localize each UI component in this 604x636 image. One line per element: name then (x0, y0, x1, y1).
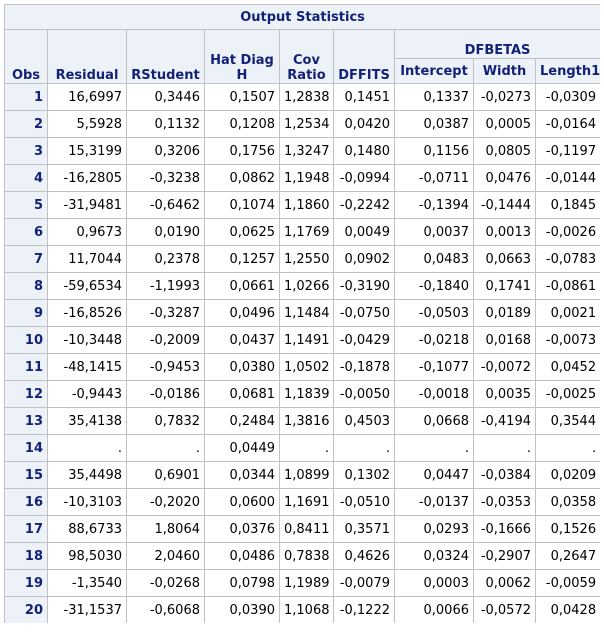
dffits-cell: -0,3190 (334, 273, 395, 300)
intercept-cell: -0,1394 (395, 192, 474, 219)
obs-cell: 4 (5, 165, 48, 192)
width-cell: -0,0384 (474, 462, 536, 489)
hat-diag-cell: 0,0437 (205, 327, 280, 354)
hat-diag-cell: 0,1756 (205, 138, 280, 165)
intercept-cell: -0,0018 (395, 381, 474, 408)
obs-cell: 11 (5, 354, 48, 381)
col-header-cov-ratio-line2: Ratio (287, 68, 326, 83)
rstudent-cell: -0,0186 (127, 381, 205, 408)
dffits-cell: 0,0420 (334, 111, 395, 138)
rstudent-cell: -0,3287 (127, 300, 205, 327)
rstudent-cell: 0,6901 (127, 462, 205, 489)
cov-ratio-cell: 1,2534 (280, 111, 334, 138)
width-cell: 0,0663 (474, 246, 536, 273)
intercept-cell: 0,1156 (395, 138, 474, 165)
table-body (5, 84, 601, 624)
hat-diag-cell: 0,1257 (205, 246, 280, 273)
width-cell: . (474, 435, 536, 462)
residual-cell: 88,6733 (48, 516, 127, 543)
rstudent-cell: . (127, 435, 205, 462)
hat-diag-cell: 0,1208 (205, 111, 280, 138)
width-cell: -0,0353 (474, 489, 536, 516)
dffits-cell: -0,1222 (334, 597, 395, 624)
obs-cell: 2 (5, 111, 48, 138)
cov-ratio-cell: . (280, 435, 334, 462)
residual-cell: . (48, 435, 127, 462)
table-row (5, 354, 601, 381)
hat-diag-cell: 0,0496 (205, 300, 280, 327)
cov-ratio-cell: 1,1860 (280, 192, 334, 219)
intercept-cell: -0,0137 (395, 489, 474, 516)
width-cell: -0,0273 (474, 84, 536, 111)
width-cell: -0,1666 (474, 516, 536, 543)
length1-cell: 0,0452 (536, 354, 601, 381)
obs-cell: 16 (5, 489, 48, 516)
col-header-hat-diag-line2: H (236, 68, 248, 83)
rstudent-cell: 0,7832 (127, 408, 205, 435)
rstudent-cell: -0,9453 (127, 354, 205, 381)
table-row (5, 165, 601, 192)
rstudent-cell: 1,8064 (127, 516, 205, 543)
rstudent-cell: -1,1993 (127, 273, 205, 300)
length1-cell: -0,0861 (536, 273, 601, 300)
col-header-length1: Length1 (536, 59, 601, 84)
length1-cell: -0,0144 (536, 165, 601, 192)
intercept-cell: 0,0483 (395, 246, 474, 273)
intercept-cell: 0,0003 (395, 570, 474, 597)
obs-cell: 7 (5, 246, 48, 273)
length1-cell: -0,0059 (536, 570, 601, 597)
dffits-cell: 0,3571 (334, 516, 395, 543)
residual-cell: 35,4498 (48, 462, 127, 489)
width-cell: 0,0035 (474, 381, 536, 408)
table-row (5, 327, 601, 354)
cov-ratio-cell: 1,1068 (280, 597, 334, 624)
intercept-cell: 0,0387 (395, 111, 474, 138)
residual-cell: 98,5030 (48, 543, 127, 570)
width-cell: 0,0476 (474, 165, 536, 192)
width-cell: 0,0168 (474, 327, 536, 354)
length1-cell: -0,0164 (536, 111, 601, 138)
residual-cell: -16,8526 (48, 300, 127, 327)
output-statistics-table (4, 4, 600, 623)
cov-ratio-cell: 1,1769 (280, 219, 334, 246)
col-header-intercept: Intercept (395, 59, 474, 84)
table-row (5, 300, 601, 327)
intercept-cell: 0,0668 (395, 408, 474, 435)
width-cell: 0,0062 (474, 570, 536, 597)
length1-cell: 0,1845 (536, 192, 601, 219)
intercept-cell: 0,0447 (395, 462, 474, 489)
cov-ratio-cell: 1,1691 (280, 489, 334, 516)
rstudent-cell: 0,2378 (127, 246, 205, 273)
intercept-cell: -0,0711 (395, 165, 474, 192)
residual-cell: -0,9443 (48, 381, 127, 408)
rstudent-cell: 0,3446 (127, 84, 205, 111)
dffits-cell: 0,1451 (334, 84, 395, 111)
hat-diag-cell: 0,0486 (205, 543, 280, 570)
col-header-dfbetas: DFBETAS (395, 30, 601, 59)
rstudent-cell: 2,0460 (127, 543, 205, 570)
length1-cell: -0,0309 (536, 84, 601, 111)
length1-cell: . (536, 435, 601, 462)
width-cell: 0,0805 (474, 138, 536, 165)
obs-cell: 13 (5, 408, 48, 435)
cov-ratio-cell: 1,1839 (280, 381, 334, 408)
residual-cell: -16,2805 (48, 165, 127, 192)
dffits-cell: 0,4626 (334, 543, 395, 570)
table-row (5, 246, 601, 273)
length1-cell: 0,2647 (536, 543, 601, 570)
dffits-cell: -0,0994 (334, 165, 395, 192)
hat-diag-cell: 0,0380 (205, 354, 280, 381)
cov-ratio-cell: 0,7838 (280, 543, 334, 570)
width-cell: 0,0005 (474, 111, 536, 138)
obs-cell: 9 (5, 300, 48, 327)
table-row (5, 192, 601, 219)
intercept-cell: 0,1337 (395, 84, 474, 111)
rstudent-cell: 0,0190 (127, 219, 205, 246)
table-row (5, 219, 601, 246)
width-cell: -0,0072 (474, 354, 536, 381)
obs-cell: 12 (5, 381, 48, 408)
residual-cell: 11,7044 (48, 246, 127, 273)
hat-diag-cell: 0,0376 (205, 516, 280, 543)
residual-cell: 15,3199 (48, 138, 127, 165)
dffits-cell: -0,0050 (334, 381, 395, 408)
width-cell: -0,1444 (474, 192, 536, 219)
table-row (5, 408, 601, 435)
obs-cell: 10 (5, 327, 48, 354)
hat-diag-cell: 0,0681 (205, 381, 280, 408)
cov-ratio-cell: 1,1948 (280, 165, 334, 192)
intercept-cell: . (395, 435, 474, 462)
hat-diag-cell: 0,0449 (205, 435, 280, 462)
obs-cell: 5 (5, 192, 48, 219)
cov-ratio-cell: 1,2838 (280, 84, 334, 111)
length1-cell: -0,0026 (536, 219, 601, 246)
width-cell: -0,0572 (474, 597, 536, 624)
table-row (5, 273, 601, 300)
col-header-rstudent: RStudent (127, 30, 205, 84)
length1-cell: -0,0025 (536, 381, 601, 408)
table-row (5, 516, 601, 543)
obs-cell: 15 (5, 462, 48, 489)
length1-cell: -0,1197 (536, 138, 601, 165)
length1-cell: 0,0021 (536, 300, 601, 327)
width-cell: -0,2907 (474, 543, 536, 570)
hat-diag-cell: 0,0390 (205, 597, 280, 624)
col-header-obs: Obs (5, 30, 48, 84)
residual-cell: -10,3448 (48, 327, 127, 354)
table-row (5, 462, 601, 489)
cov-ratio-cell: 1,0502 (280, 354, 334, 381)
hat-diag-cell: 0,2484 (205, 408, 280, 435)
hat-diag-cell: 0,0344 (205, 462, 280, 489)
dffits-cell: 0,0902 (334, 246, 395, 273)
hat-diag-cell: 0,0798 (205, 570, 280, 597)
cov-ratio-cell: 1,3247 (280, 138, 334, 165)
residual-cell: -1,3540 (48, 570, 127, 597)
width-cell: -0,4194 (474, 408, 536, 435)
table-row (5, 489, 601, 516)
hat-diag-cell: 0,0661 (205, 273, 280, 300)
intercept-cell: 0,0324 (395, 543, 474, 570)
length1-cell: -0,0783 (536, 246, 601, 273)
table-row (5, 381, 601, 408)
rstudent-cell: -0,2020 (127, 489, 205, 516)
residual-cell: -31,9481 (48, 192, 127, 219)
cov-ratio-cell: 1,3816 (280, 408, 334, 435)
intercept-cell: -0,0218 (395, 327, 474, 354)
dffits-cell: -0,0079 (334, 570, 395, 597)
hat-diag-cell: 0,1507 (205, 84, 280, 111)
intercept-cell: -0,1077 (395, 354, 474, 381)
obs-cell: 17 (5, 516, 48, 543)
residual-cell: -10,3103 (48, 489, 127, 516)
residual-cell: 16,6997 (48, 84, 127, 111)
cov-ratio-cell: 1,2550 (280, 246, 334, 273)
intercept-cell: 0,0066 (395, 597, 474, 624)
length1-cell: 0,0358 (536, 489, 601, 516)
intercept-cell: 0,0037 (395, 219, 474, 246)
cov-ratio-cell: 1,1491 (280, 327, 334, 354)
residual-cell: 35,4138 (48, 408, 127, 435)
rstudent-cell: -0,6462 (127, 192, 205, 219)
table-row (5, 111, 601, 138)
obs-cell: 19 (5, 570, 48, 597)
table-title: Output Statistics (5, 5, 601, 30)
col-header-cov-ratio-line1: Cov (293, 53, 320, 68)
residual-cell: -59,6534 (48, 273, 127, 300)
table-row (5, 138, 601, 165)
cov-ratio-cell: 0,8411 (280, 516, 334, 543)
col-header-hat-diag-line1: Hat Diag (210, 53, 274, 68)
dffits-cell: 0,1480 (334, 138, 395, 165)
dffits-cell: -0,0510 (334, 489, 395, 516)
obs-cell: 3 (5, 138, 48, 165)
length1-cell: -0,0073 (536, 327, 601, 354)
obs-cell: 14 (5, 435, 48, 462)
hat-diag-cell: 0,0862 (205, 165, 280, 192)
width-cell: 0,0189 (474, 300, 536, 327)
length1-cell: 0,0209 (536, 462, 601, 489)
cov-ratio-cell: 1,0266 (280, 273, 334, 300)
table-row (5, 543, 601, 570)
cov-ratio-cell: 1,1484 (280, 300, 334, 327)
obs-cell: 6 (5, 219, 48, 246)
cov-ratio-cell: 1,0899 (280, 462, 334, 489)
residual-cell: 5,5928 (48, 111, 127, 138)
obs-cell: 1 (5, 84, 48, 111)
width-cell: 0,0013 (474, 219, 536, 246)
obs-cell: 18 (5, 543, 48, 570)
hat-diag-cell: 0,0600 (205, 489, 280, 516)
table-row (5, 435, 601, 462)
col-header-hat-diag (205, 30, 280, 84)
length1-cell: 0,0428 (536, 597, 601, 624)
dffits-cell: . (334, 435, 395, 462)
intercept-cell: -0,1840 (395, 273, 474, 300)
obs-cell: 20 (5, 597, 48, 624)
rstudent-cell: -0,3238 (127, 165, 205, 192)
table-row (5, 597, 601, 624)
table-row (5, 570, 601, 597)
dffits-cell: -0,0750 (334, 300, 395, 327)
width-cell: 0,1741 (474, 273, 536, 300)
obs-cell: 8 (5, 273, 48, 300)
intercept-cell: 0,0293 (395, 516, 474, 543)
hat-diag-cell: 0,1074 (205, 192, 280, 219)
residual-cell: -31,1537 (48, 597, 127, 624)
rstudent-cell: -0,2009 (127, 327, 205, 354)
dffits-cell: 0,4503 (334, 408, 395, 435)
col-header-residual: Residual (48, 30, 127, 84)
dffits-cell: -0,2242 (334, 192, 395, 219)
rstudent-cell: 0,3206 (127, 138, 205, 165)
rstudent-cell: -0,6068 (127, 597, 205, 624)
length1-cell: 0,3544 (536, 408, 601, 435)
dffits-cell: -0,0429 (334, 327, 395, 354)
cov-ratio-cell: 1,1989 (280, 570, 334, 597)
intercept-cell: -0,0503 (395, 300, 474, 327)
rstudent-cell: 0,1132 (127, 111, 205, 138)
dffits-cell: -0,1878 (334, 354, 395, 381)
dffits-cell: 0,0049 (334, 219, 395, 246)
col-header-cov-ratio (280, 30, 334, 84)
col-header-width: Width (474, 59, 536, 84)
dffits-cell: 0,1302 (334, 462, 395, 489)
rstudent-cell: -0,0268 (127, 570, 205, 597)
col-header-dffits: DFFITS (334, 30, 395, 84)
residual-cell: -48,1415 (48, 354, 127, 381)
length1-cell: 0,1526 (536, 516, 601, 543)
residual-cell: 0,9673 (48, 219, 127, 246)
table-row (5, 84, 601, 111)
output-statistics-container (4, 4, 600, 636)
hat-diag-cell: 0,0625 (205, 219, 280, 246)
